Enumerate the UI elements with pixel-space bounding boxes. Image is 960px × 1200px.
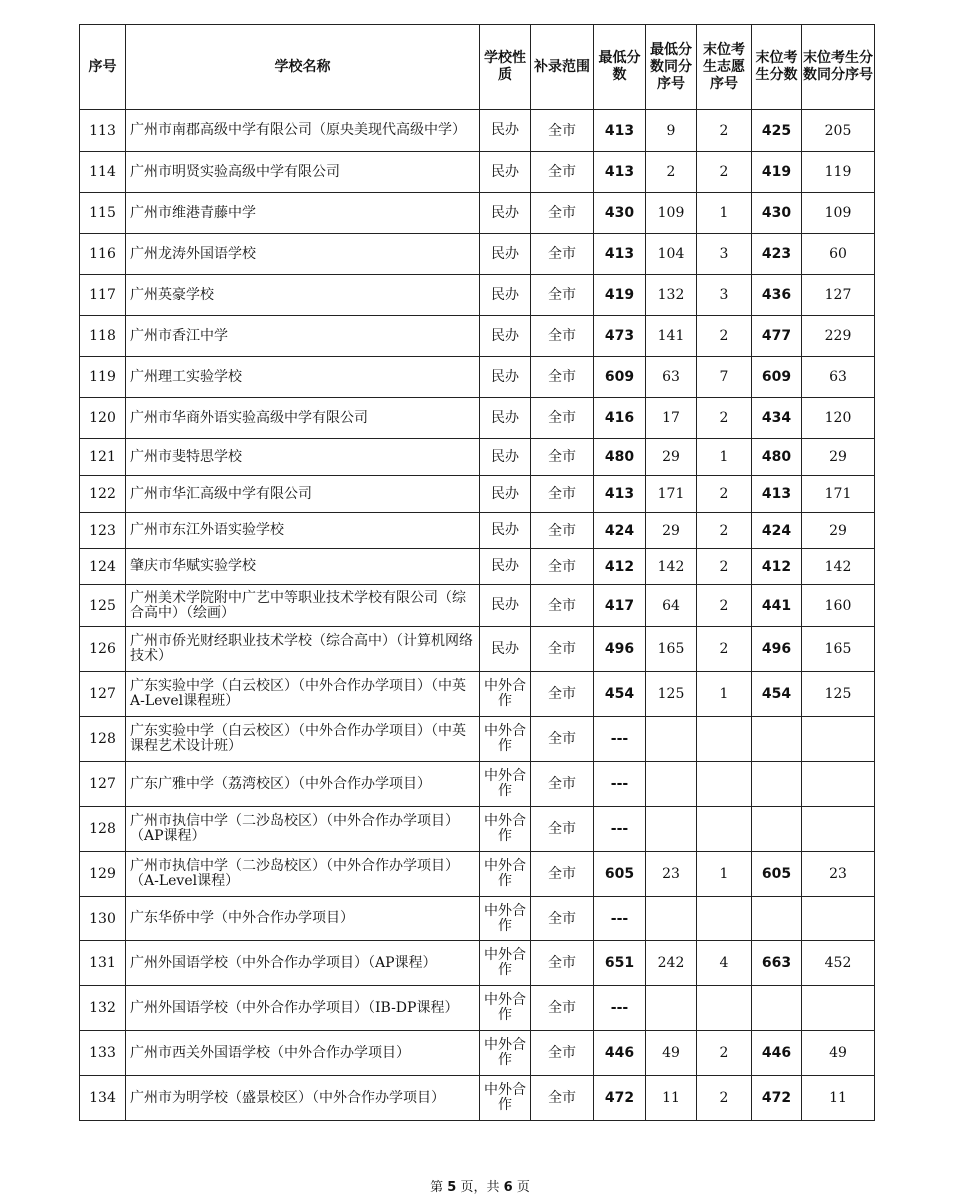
- cell-min-same: 29: [646, 439, 697, 476]
- cell-min-same: 17: [646, 398, 697, 439]
- cell-last-score: 419: [752, 152, 802, 193]
- cell-last-same: 165: [802, 627, 875, 672]
- cell-min-same: [646, 897, 697, 941]
- cell-school-name: 广东华侨中学（中外合作办学项目）: [126, 897, 480, 941]
- cell-min-score: ---: [594, 986, 646, 1031]
- cell-last-score: 430: [752, 193, 802, 234]
- cell-min-score: ---: [594, 897, 646, 941]
- cell-last-choice: [697, 762, 752, 807]
- cell-school-name: 广州美术学院附中广艺中等职业技术学校有限公司（综合高中）（绘画）: [126, 585, 480, 627]
- cell-school-name: 广州市华商外语实验高级中学有限公司: [126, 398, 480, 439]
- cell-last-score: 496: [752, 627, 802, 672]
- cell-nature: 民办: [480, 549, 531, 585]
- table-row: [80, 152, 875, 193]
- table-body: [80, 110, 875, 1121]
- cell-last-same: 119: [802, 152, 875, 193]
- cell-min-same: 109: [646, 193, 697, 234]
- cell-last-score: 446: [752, 1031, 802, 1076]
- cell-nature: 中外合作: [480, 1031, 531, 1076]
- cell-scope: 全市: [531, 986, 594, 1031]
- cell-last-choice: 2: [697, 152, 752, 193]
- cell-school-name: 广州市斐特思学校: [126, 439, 480, 476]
- cell-seq: 120: [80, 398, 126, 439]
- cell-last-same: 171: [802, 476, 875, 513]
- cell-scope: 全市: [531, 1076, 594, 1121]
- cell-scope: 全市: [531, 941, 594, 986]
- cell-min-score: 496: [594, 627, 646, 672]
- cell-school-name: 广州市侨光财经职业技术学校（综合高中）（计算机网络技术）: [126, 627, 480, 672]
- cell-min-score: 605: [594, 852, 646, 897]
- cell-school-name: 广州龙涛外国语学校: [126, 234, 480, 275]
- cell-min-same: 63: [646, 357, 697, 398]
- cell-last-same: 120: [802, 398, 875, 439]
- cell-nature: 中外合作: [480, 852, 531, 897]
- cell-min-score: ---: [594, 717, 646, 762]
- cell-min-score: 609: [594, 357, 646, 398]
- table-row: [80, 852, 875, 897]
- cell-last-same: 29: [802, 439, 875, 476]
- cell-last-score: [752, 807, 802, 852]
- cell-school-name: 广州外国语学校（中外合作办学项目）（AP课程）: [126, 941, 480, 986]
- cell-last-score: 412: [752, 549, 802, 585]
- cell-last-choice: 2: [697, 398, 752, 439]
- cell-min-score: ---: [594, 807, 646, 852]
- cell-last-choice: 2: [697, 476, 752, 513]
- cell-nature: 民办: [480, 439, 531, 476]
- cell-seq: 131: [80, 941, 126, 986]
- cell-school-name: 广州市华汇高级中学有限公司: [126, 476, 480, 513]
- cell-seq: 125: [80, 585, 126, 627]
- header-scope: 补录范围: [531, 25, 594, 110]
- cell-school-name: 广州市执信中学（二沙岛校区）（中外合作办学项目）（AP课程）: [126, 807, 480, 852]
- cell-min-same: [646, 762, 697, 807]
- table-row: [80, 897, 875, 941]
- table-row: [80, 234, 875, 275]
- cell-last-same: 109: [802, 193, 875, 234]
- cell-last-choice: [697, 897, 752, 941]
- cell-nature: 中外合作: [480, 941, 531, 986]
- cell-min-score: 417: [594, 585, 646, 627]
- header-last-choice: 末位考生志愿序号: [697, 25, 752, 110]
- table-row: [80, 807, 875, 852]
- cell-min-same: 125: [646, 672, 697, 717]
- cell-min-score: 416: [594, 398, 646, 439]
- cell-seq: 127: [80, 672, 126, 717]
- cell-last-same: [802, 897, 875, 941]
- cell-nature: 中外合作: [480, 717, 531, 762]
- table-row: [80, 585, 875, 627]
- cell-last-score: [752, 717, 802, 762]
- cell-min-score: 651: [594, 941, 646, 986]
- cell-scope: 全市: [531, 513, 594, 549]
- cell-seq: 113: [80, 110, 126, 152]
- cell-min-score: 419: [594, 275, 646, 316]
- cell-last-choice: 3: [697, 234, 752, 275]
- cell-seq: 116: [80, 234, 126, 275]
- cell-school-name: 广州市为明学校（盛景校区）（中外合作办学项目）: [126, 1076, 480, 1121]
- cell-last-score: 477: [752, 316, 802, 357]
- cell-min-same: 9: [646, 110, 697, 152]
- cell-min-score: 413: [594, 476, 646, 513]
- cell-scope: 全市: [531, 476, 594, 513]
- cell-nature: 民办: [480, 152, 531, 193]
- cell-nature: 民办: [480, 316, 531, 357]
- admission-table: [79, 24, 875, 1121]
- cell-last-same: 452: [802, 941, 875, 986]
- cell-scope: 全市: [531, 193, 594, 234]
- cell-seq: 126: [80, 627, 126, 672]
- cell-school-name: 广州市南郡高级中学有限公司（原央美现代高级中学）: [126, 110, 480, 152]
- cell-last-score: 454: [752, 672, 802, 717]
- cell-min-same: 171: [646, 476, 697, 513]
- cell-nature: 民办: [480, 627, 531, 672]
- cell-nature: 中外合作: [480, 986, 531, 1031]
- cell-last-same: 49: [802, 1031, 875, 1076]
- cell-scope: 全市: [531, 275, 594, 316]
- cell-scope: 全市: [531, 316, 594, 357]
- cell-last-same: [802, 807, 875, 852]
- cell-last-same: 142: [802, 549, 875, 585]
- cell-nature: 民办: [480, 275, 531, 316]
- cell-last-choice: 4: [697, 941, 752, 986]
- cell-last-same: 11: [802, 1076, 875, 1121]
- cell-last-score: [752, 762, 802, 807]
- table-row: [80, 439, 875, 476]
- cell-last-choice: 1: [697, 852, 752, 897]
- cell-scope: 全市: [531, 585, 594, 627]
- cell-nature: 中外合作: [480, 762, 531, 807]
- table-row: [80, 717, 875, 762]
- cell-min-score: 454: [594, 672, 646, 717]
- cell-nature: 民办: [480, 398, 531, 439]
- cell-last-score: 424: [752, 513, 802, 549]
- cell-last-same: 60: [802, 234, 875, 275]
- footer-page: 5: [447, 1180, 457, 1195]
- cell-last-same: 127: [802, 275, 875, 316]
- cell-last-choice: 2: [697, 549, 752, 585]
- cell-last-choice: 2: [697, 1076, 752, 1121]
- table-row: [80, 627, 875, 672]
- cell-last-score: 436: [752, 275, 802, 316]
- cell-min-same: [646, 986, 697, 1031]
- cell-nature: 民办: [480, 234, 531, 275]
- cell-seq: 114: [80, 152, 126, 193]
- cell-scope: 全市: [531, 110, 594, 152]
- cell-scope: 全市: [531, 1031, 594, 1076]
- table-row: [80, 1031, 875, 1076]
- header-min-score: 最低分数: [594, 25, 646, 110]
- cell-min-same: 142: [646, 549, 697, 585]
- cell-min-same: 23: [646, 852, 697, 897]
- cell-seq: 121: [80, 439, 126, 476]
- cell-seq: 132: [80, 986, 126, 1031]
- cell-last-score: [752, 986, 802, 1031]
- cell-last-same: 160: [802, 585, 875, 627]
- cell-seq: 129: [80, 852, 126, 897]
- table-row: [80, 476, 875, 513]
- cell-last-choice: 1: [697, 439, 752, 476]
- table-row: [80, 549, 875, 585]
- table-row: [80, 1076, 875, 1121]
- cell-school-name: 广州市明贤实验高级中学有限公司: [126, 152, 480, 193]
- cell-min-score: 412: [594, 549, 646, 585]
- cell-nature: 民办: [480, 476, 531, 513]
- table-row: [80, 672, 875, 717]
- header-last-same: 末位考生分数同分序号: [802, 25, 875, 110]
- table-row: [80, 110, 875, 152]
- cell-last-score: 425: [752, 110, 802, 152]
- cell-last-score: [752, 897, 802, 941]
- table-row: [80, 398, 875, 439]
- cell-min-score: 446: [594, 1031, 646, 1076]
- cell-min-same: 141: [646, 316, 697, 357]
- header-last-score: 末位考生分数: [752, 25, 802, 110]
- cell-nature: 中外合作: [480, 807, 531, 852]
- cell-last-score: 423: [752, 234, 802, 275]
- cell-school-name: 广东实验中学（白云校区）（中外合作办学项目）（中英A-Level课程班）: [126, 672, 480, 717]
- cell-last-score: 472: [752, 1076, 802, 1121]
- cell-min-same: 165: [646, 627, 697, 672]
- cell-school-name: 广州理工实验学校: [126, 357, 480, 398]
- cell-min-score: 413: [594, 234, 646, 275]
- cell-min-same: 64: [646, 585, 697, 627]
- cell-min-same: 11: [646, 1076, 697, 1121]
- cell-scope: 全市: [531, 234, 594, 275]
- footer-mid: 页，共: [460, 1180, 500, 1195]
- cell-min-score: 424: [594, 513, 646, 549]
- cell-min-same: 132: [646, 275, 697, 316]
- cell-last-choice: 2: [697, 585, 752, 627]
- cell-scope: 全市: [531, 627, 594, 672]
- cell-seq: 117: [80, 275, 126, 316]
- cell-nature: 民办: [480, 193, 531, 234]
- cell-school-name: 肇庆市华赋实验学校: [126, 549, 480, 585]
- cell-last-choice: 2: [697, 627, 752, 672]
- cell-school-name: 广州市维港青藤中学: [126, 193, 480, 234]
- cell-nature: 中外合作: [480, 1076, 531, 1121]
- footer-suffix: 页: [516, 1180, 530, 1195]
- cell-last-score: 480: [752, 439, 802, 476]
- cell-last-choice: 2: [697, 513, 752, 549]
- cell-seq: 123: [80, 513, 126, 549]
- cell-min-same: 2: [646, 152, 697, 193]
- cell-nature: 民办: [480, 513, 531, 549]
- cell-scope: 全市: [531, 897, 594, 941]
- cell-min-score: 430: [594, 193, 646, 234]
- cell-min-score: 480: [594, 439, 646, 476]
- cell-min-score: 413: [594, 110, 646, 152]
- cell-school-name: 广州市东江外语实验学校: [126, 513, 480, 549]
- cell-min-same: 104: [646, 234, 697, 275]
- cell-scope: 全市: [531, 672, 594, 717]
- cell-school-name: 广州外国语学校（中外合作办学项目）（IB-DP课程）: [126, 986, 480, 1031]
- cell-last-same: 29: [802, 513, 875, 549]
- cell-last-choice: 1: [697, 672, 752, 717]
- header-min-same: 最低分数同分序号: [646, 25, 697, 110]
- cell-last-choice: 7: [697, 357, 752, 398]
- cell-last-choice: [697, 986, 752, 1031]
- cell-last-same: 63: [802, 357, 875, 398]
- header-row: [80, 25, 875, 110]
- cell-last-choice: 2: [697, 110, 752, 152]
- cell-seq: 130: [80, 897, 126, 941]
- cell-school-name: 广东实验中学（白云校区）（中外合作办学项目）（中英课程艺术设计班）: [126, 717, 480, 762]
- cell-min-same: 49: [646, 1031, 697, 1076]
- cell-scope: 全市: [531, 398, 594, 439]
- cell-last-score: 663: [752, 941, 802, 986]
- cell-nature: 民办: [480, 110, 531, 152]
- footer-prefix: 第: [430, 1180, 444, 1195]
- footer-total: 6: [503, 1180, 513, 1195]
- cell-scope: 全市: [531, 807, 594, 852]
- cell-min-same: 242: [646, 941, 697, 986]
- cell-last-score: 434: [752, 398, 802, 439]
- cell-min-score: 473: [594, 316, 646, 357]
- cell-seq: 128: [80, 717, 126, 762]
- cell-school-name: 广州市香江中学: [126, 316, 480, 357]
- cell-min-same: [646, 717, 697, 762]
- table-row: [80, 986, 875, 1031]
- cell-last-choice: 2: [697, 1031, 752, 1076]
- cell-min-same: 29: [646, 513, 697, 549]
- cell-seq: 128: [80, 807, 126, 852]
- table-row: [80, 193, 875, 234]
- table-row: [80, 762, 875, 807]
- cell-scope: 全市: [531, 852, 594, 897]
- cell-last-same: 229: [802, 316, 875, 357]
- page-footer: [0, 1176, 960, 1195]
- cell-scope: 全市: [531, 717, 594, 762]
- cell-min-same: [646, 807, 697, 852]
- cell-last-score: 609: [752, 357, 802, 398]
- cell-last-same: 23: [802, 852, 875, 897]
- cell-nature: 中外合作: [480, 672, 531, 717]
- cell-nature: 民办: [480, 357, 531, 398]
- table-row: [80, 275, 875, 316]
- cell-nature: 民办: [480, 585, 531, 627]
- cell-last-same: [802, 762, 875, 807]
- cell-last-same: [802, 717, 875, 762]
- cell-scope: 全市: [531, 152, 594, 193]
- cell-seq: 115: [80, 193, 126, 234]
- cell-seq: 119: [80, 357, 126, 398]
- cell-seq: 133: [80, 1031, 126, 1076]
- table-row: [80, 513, 875, 549]
- cell-last-same: 125: [802, 672, 875, 717]
- cell-last-score: 605: [752, 852, 802, 897]
- cell-min-score: 472: [594, 1076, 646, 1121]
- cell-last-same: 205: [802, 110, 875, 152]
- table-row: [80, 941, 875, 986]
- cell-school-name: 广州市西关外国语学校（中外合作办学项目）: [126, 1031, 480, 1076]
- table-row: [80, 357, 875, 398]
- cell-min-score: ---: [594, 762, 646, 807]
- cell-seq: 124: [80, 549, 126, 585]
- cell-school-name: 广州市执信中学（二沙岛校区）（中外合作办学项目）（A-Level课程）: [126, 852, 480, 897]
- cell-scope: 全市: [531, 439, 594, 476]
- cell-scope: 全市: [531, 357, 594, 398]
- cell-last-same: [802, 986, 875, 1031]
- cell-last-choice: 2: [697, 316, 752, 357]
- table-row: [80, 316, 875, 357]
- cell-last-choice: [697, 807, 752, 852]
- cell-scope: 全市: [531, 549, 594, 585]
- cell-school-name: 广州英豪学校: [126, 275, 480, 316]
- cell-seq: 118: [80, 316, 126, 357]
- cell-seq: 127: [80, 762, 126, 807]
- header-seq: 序号: [80, 25, 126, 110]
- cell-last-choice: [697, 717, 752, 762]
- cell-last-score: 413: [752, 476, 802, 513]
- cell-school-name: 广东广雅中学（荔湾校区）（中外合作办学项目）: [126, 762, 480, 807]
- header-name: 学校名称: [126, 25, 480, 110]
- cell-last-choice: 1: [697, 193, 752, 234]
- cell-nature: 中外合作: [480, 897, 531, 941]
- cell-scope: 全市: [531, 762, 594, 807]
- cell-min-score: 413: [594, 152, 646, 193]
- cell-last-score: 441: [752, 585, 802, 627]
- cell-last-choice: 3: [697, 275, 752, 316]
- cell-seq: 134: [80, 1076, 126, 1121]
- cell-seq: 122: [80, 476, 126, 513]
- header-nature: 学校性质: [480, 25, 531, 110]
